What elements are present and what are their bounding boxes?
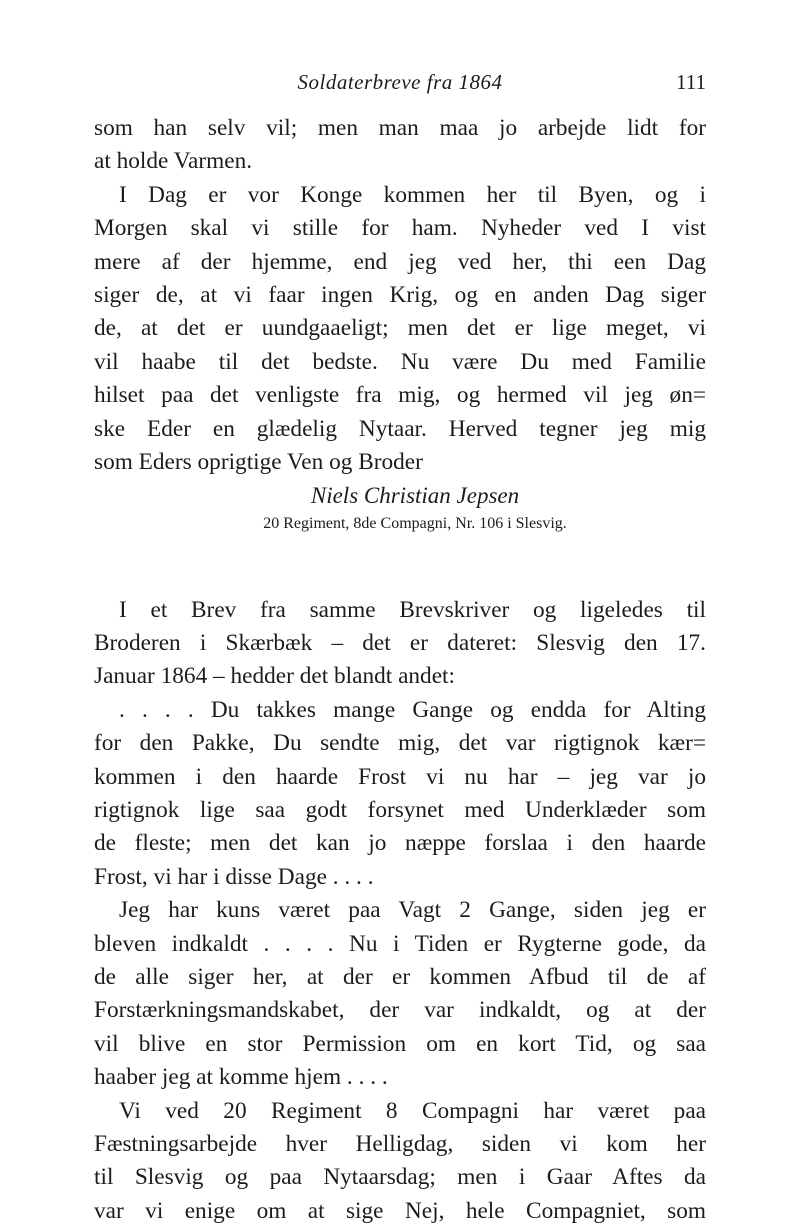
text-line: hilset paa det venligste fra mig, og hermed vil jeg øn= [94,382,706,409]
text-line: I Dag er vor Konge kommen her til Byen, og i [119,181,706,208]
text-line: som Eders oprigtige Ven og Broder [94,448,423,475]
book-page [94,62,706,1228]
text-line: bleven indkaldt . . . . Nu i Tiden er Rygterne gode, da [94,930,706,957]
signature: Niels Christian Jepsen [310,483,520,509]
text-line: Vi ved 20 Regiment 8 Compagni har været paa [119,1097,706,1124]
text-line: for den Pakke, Du sendte mig, det var rigtignok kær= [94,730,706,757]
second-letter-body [94,694,706,1228]
text-line: Frost, vi har i disse Dage . . . . [94,863,374,890]
second-letter-intro [94,594,706,694]
letter-conclusion [94,112,706,479]
text-line: de fleste; men det kan jo næppe forslaa i den haarde [94,830,706,857]
running-head [94,62,706,112]
text-line: de, at det er uundgaaeligt; men det er lige meget, vi [94,315,706,342]
text-line: . . . . Du takkes mange Gange og endda for Alting [119,696,706,723]
text-line: Morgen skal vi stille for ham. Nyheder ved I vist [94,215,706,242]
text-line: Broderen i Skærbæk – det er dateret: Slesvig den 17. [94,630,706,657]
text-line: siger de, at vi faar ingen Krig, og en anden Dag siger [94,281,706,308]
text-line: I et Brev fra samme Brevskriver og ligeledes til [119,596,706,623]
text-line: Jeg har kuns været paa Vagt 2 Gange, siden jeg er [119,897,706,924]
text-line: at holde Varmen. [94,148,253,175]
sender-unit: 20 Regiment, 8de Compagni, Nr. 106 i Slesvig. [263,514,567,532]
text-line: vil haabe til det bedste. Nu være Du med Familie [94,348,706,375]
text-line: ske Eder en glædelig Nytaar. Herved tegner jeg mig [94,415,706,442]
text-line: kommen i den haarde Frost vi nu har – jeg var jo [94,763,706,790]
section-gap [94,535,706,594]
text-line: de alle siger her, at der er kommen Afbud til de af [94,963,706,990]
text-line: mere af der hjemme, end jeg ved her, thi een Dag [94,248,706,275]
text-line: haaber jeg at komme hjem . . . . [94,1064,388,1091]
text-line: som han selv vil; men man maa jo arbejde lidt for [94,115,706,141]
text-line: Fæstningsarbejde hver Helligdag, siden vi kom her [94,1130,706,1157]
text-line: til Slesvig og paa Nytaarsdag; men i Gaar Aftes da [94,1164,706,1191]
page-number: 111 [676,70,706,94]
text-line: rigtignok lige saa godt forsynet med Underklæder som [94,797,706,824]
running-title: Soldaterbreve fra 1864 [297,70,503,94]
text-line: vil blive en stor Permission om en kort Tid, og saa [94,1030,706,1057]
text-line: var vi enige om at sige Nej, hele Compagniet, som [94,1197,706,1224]
text-line: Forstærkningsmandskabet, der var indkaldt, og at der [94,997,706,1024]
text-line: Januar 1864 – hedder det blandt andet: [94,663,455,690]
